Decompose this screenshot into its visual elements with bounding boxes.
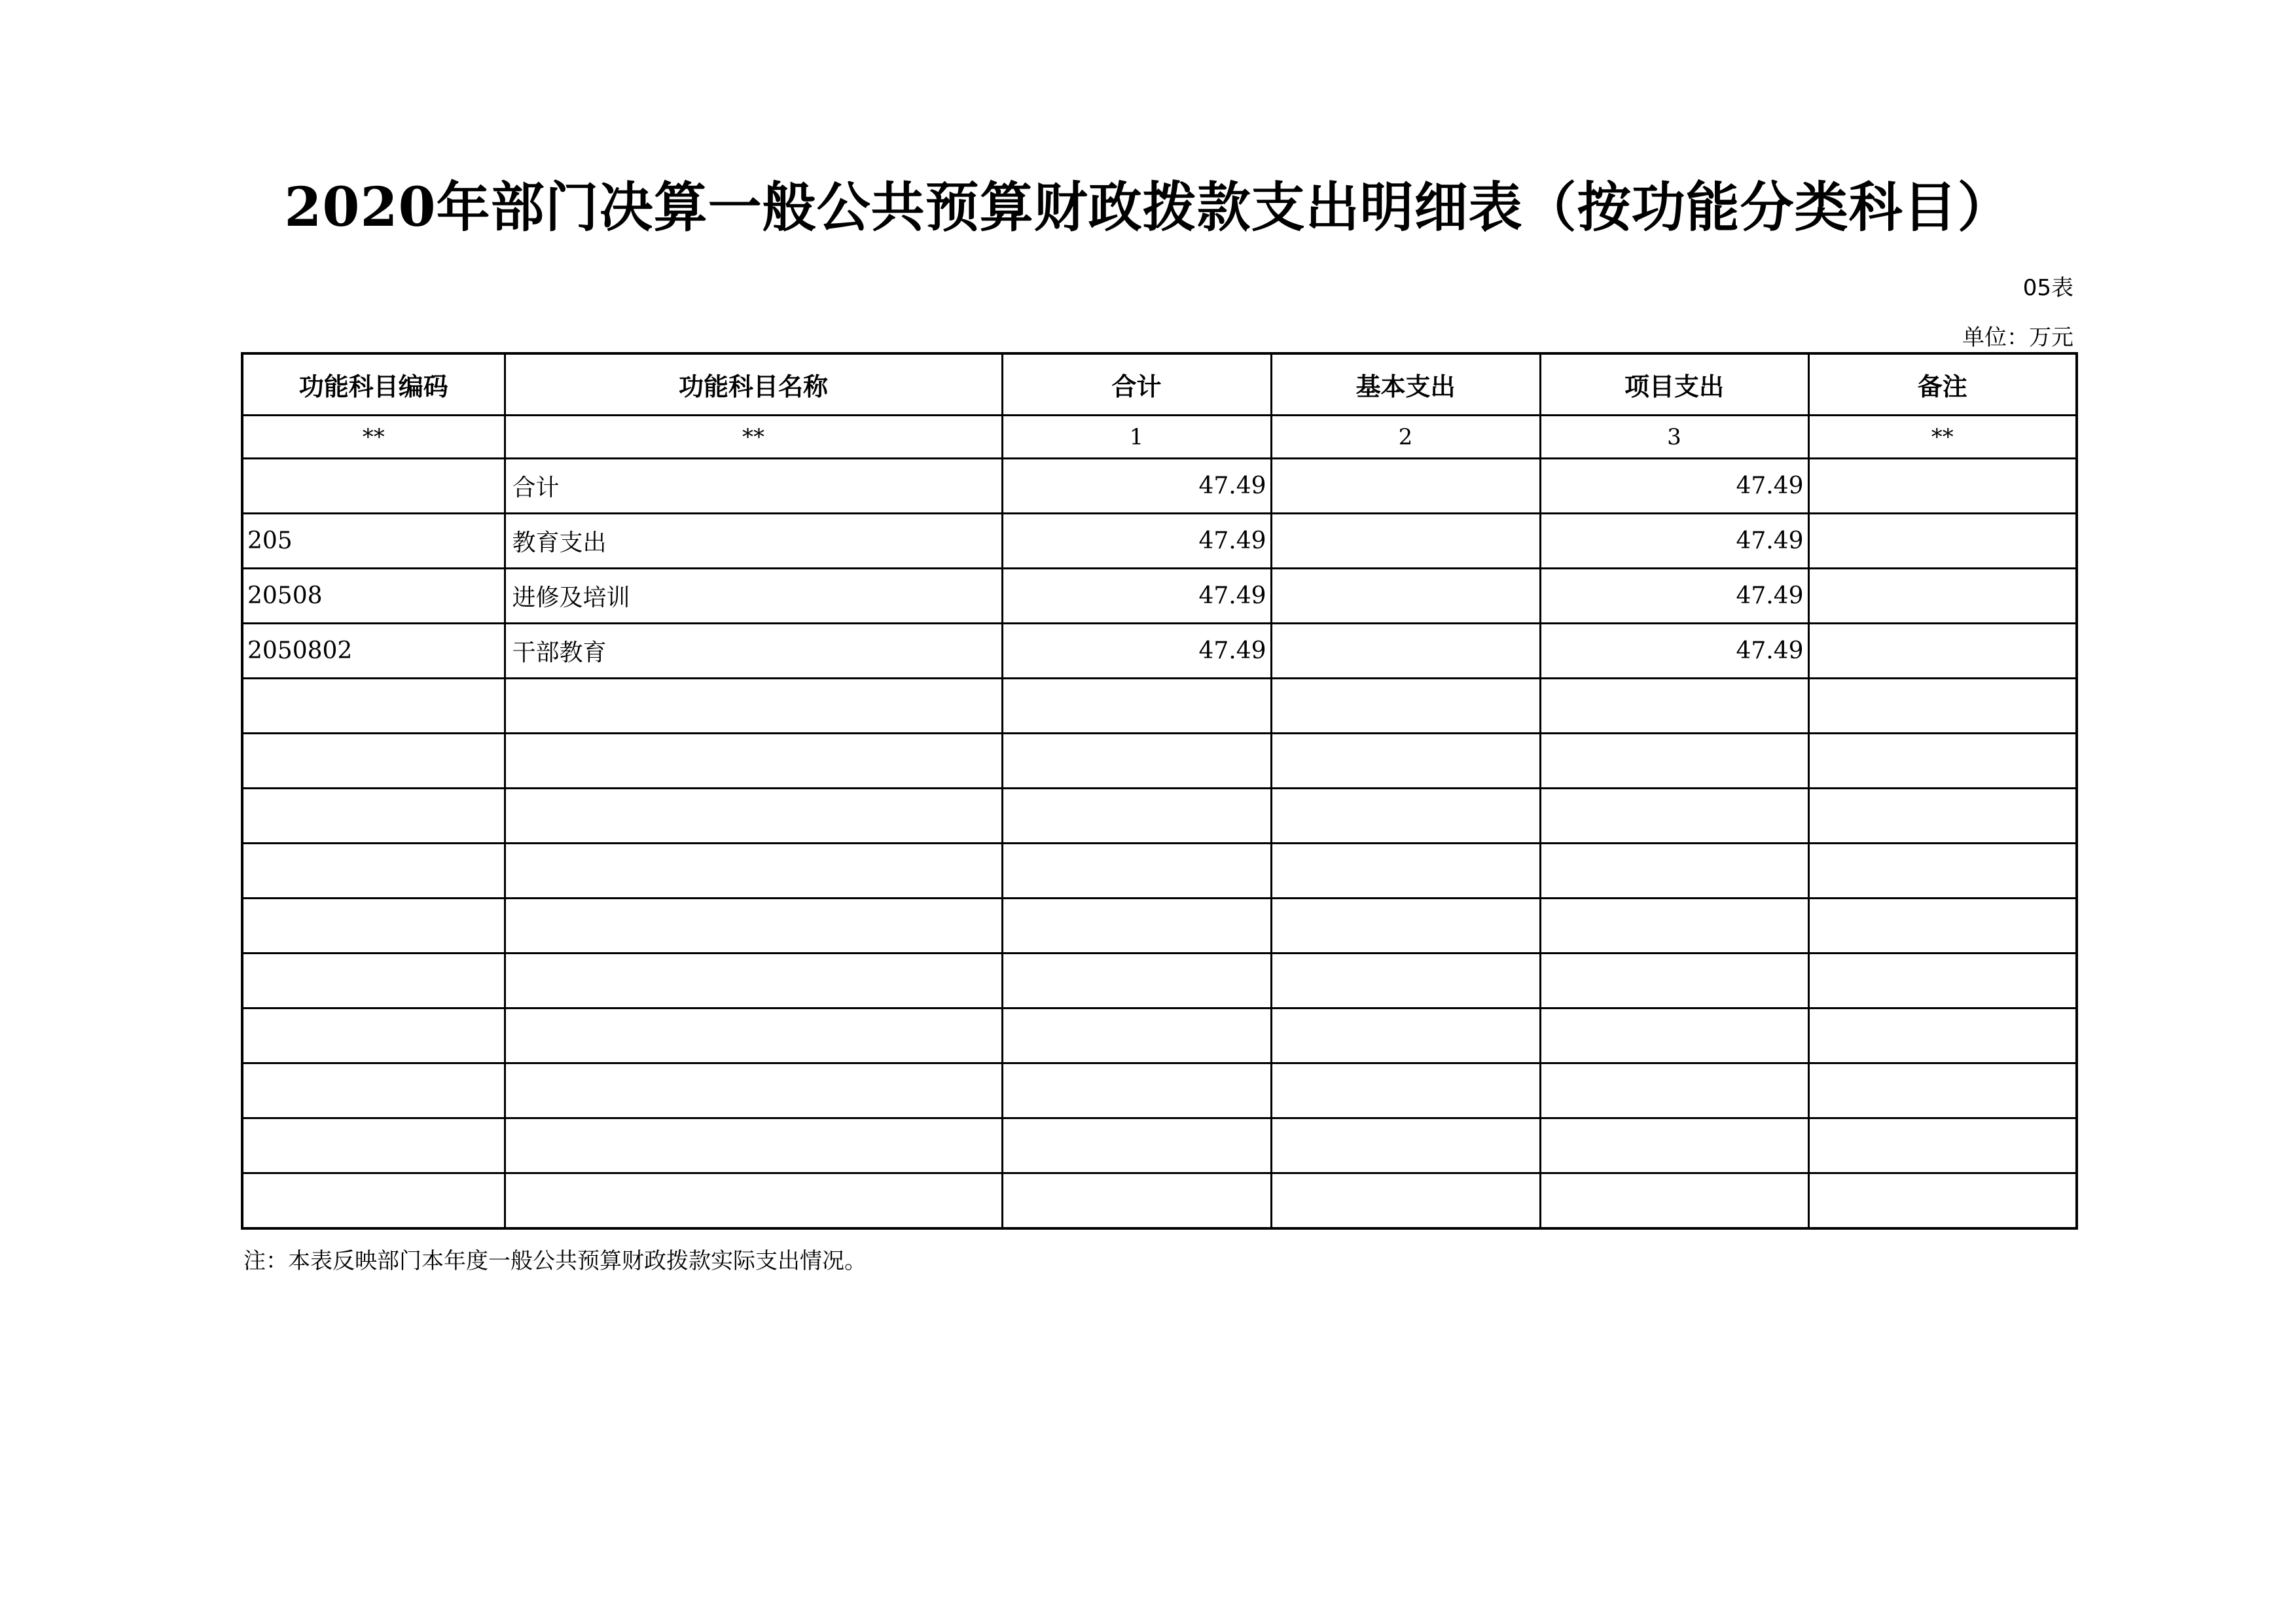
cell-name (505, 954, 1002, 1008)
cell-basic (1271, 734, 1540, 789)
cell-name (505, 1063, 1002, 1118)
cell-project (1540, 844, 1808, 899)
cell-note (1808, 569, 2077, 624)
cell-basic (1271, 844, 1540, 899)
table-row (242, 624, 2077, 679)
cell-project: 47.49 (1540, 624, 1808, 679)
cell-name (505, 1173, 1002, 1229)
cell-total (1002, 734, 1271, 789)
cell-project (1540, 1008, 1808, 1063)
cell-basic (1271, 679, 1540, 734)
cell-total: 47.49 (1002, 514, 1271, 569)
cell-project (1540, 1063, 1808, 1118)
table-row (242, 734, 2077, 789)
table-row (242, 569, 2077, 624)
cell-project (1540, 954, 1808, 1008)
cell-note (1808, 459, 2077, 514)
index-cell: 1 (1002, 416, 1271, 459)
table-row (242, 1118, 2077, 1173)
cell-name: 干部教育 (505, 624, 1002, 679)
cell-note (1808, 1008, 2077, 1063)
cell-total (1002, 1063, 1271, 1118)
cell-project (1540, 1173, 1808, 1229)
cell-note (1808, 899, 2077, 954)
cell-total (1002, 1008, 1271, 1063)
cell-note (1808, 734, 2077, 789)
header-basic: 基本支出 (1271, 353, 1540, 416)
cell-total: 47.49 (1002, 459, 1271, 514)
table-row (242, 899, 2077, 954)
header-total: 合计 (1002, 353, 1271, 416)
cell-project (1540, 679, 1808, 734)
cell-project: 47.49 (1540, 459, 1808, 514)
table-row (242, 789, 2077, 844)
cell-total (1002, 844, 1271, 899)
cell-code: 205 (242, 514, 505, 569)
cell-code (242, 844, 505, 899)
cell-total (1002, 954, 1271, 1008)
cell-basic (1271, 1063, 1540, 1118)
cell-note (1808, 954, 2077, 1008)
cell-basic (1271, 1173, 1540, 1229)
index-cell: 3 (1540, 416, 1808, 459)
cell-basic (1271, 1008, 1540, 1063)
table-row (242, 459, 2077, 514)
index-cell: 2 (1271, 416, 1540, 459)
cell-project: 47.49 (1540, 569, 1808, 624)
header-project: 项目支出 (1540, 353, 1808, 416)
cell-code (242, 1063, 505, 1118)
table-index-row (242, 416, 2077, 459)
cell-note (1808, 1063, 2077, 1118)
cell-project (1540, 789, 1808, 844)
cell-name: 合计 (505, 459, 1002, 514)
cell-code (242, 1118, 505, 1173)
cell-project: 47.49 (1540, 514, 1808, 569)
page-title: 2020年部门决算一般公共预算财政拨款支出明细表（按功能分类科目） (284, 176, 2012, 239)
cell-code (242, 459, 505, 514)
cell-project (1540, 899, 1808, 954)
cell-code (242, 899, 505, 954)
cell-basic (1271, 899, 1540, 954)
cell-code (242, 734, 505, 789)
cell-note (1808, 1118, 2077, 1173)
cell-basic (1271, 459, 1540, 514)
table-row (242, 1173, 2077, 1229)
cell-code (242, 679, 505, 734)
cell-name (505, 1008, 1002, 1063)
cell-name (505, 789, 1002, 844)
unit-label: 单位：万元 (1962, 325, 2073, 351)
cell-code (242, 789, 505, 844)
cell-basic (1271, 954, 1540, 1008)
cell-code: 20508 (242, 569, 505, 624)
cell-name (505, 734, 1002, 789)
cell-total (1002, 899, 1271, 954)
cell-project (1540, 734, 1808, 789)
cell-total: 47.49 (1002, 624, 1271, 679)
header-code: 功能科目编码 (242, 353, 505, 416)
cell-name: 教育支出 (505, 514, 1002, 569)
cell-code: 2050802 (242, 624, 505, 679)
cell-note (1808, 679, 2077, 734)
cell-total (1002, 1118, 1271, 1173)
cell-total (1002, 679, 1271, 734)
index-cell: ** (1808, 416, 2077, 459)
table-row (242, 1008, 2077, 1063)
cell-code (242, 954, 505, 1008)
header-name: 功能科目名称 (505, 353, 1002, 416)
table-row (242, 954, 2077, 1008)
footnote: 注：本表反映部门本年度一般公共预算财政拨款实际支出情况。 (243, 1248, 867, 1274)
cell-basic (1271, 514, 1540, 569)
header-note: 备注 (1808, 353, 2077, 416)
cell-note (1808, 514, 2077, 569)
cell-code (242, 1173, 505, 1229)
cell-note (1808, 844, 2077, 899)
cell-total (1002, 1173, 1271, 1229)
index-cell: ** (505, 416, 1002, 459)
cell-code (242, 1008, 505, 1063)
cell-project (1540, 1118, 1808, 1173)
index-cell: ** (242, 416, 505, 459)
cell-basic (1271, 1118, 1540, 1173)
cell-total: 47.49 (1002, 569, 1271, 624)
cell-basic (1271, 569, 1540, 624)
cell-name (505, 899, 1002, 954)
cell-total (1002, 789, 1271, 844)
cell-basic (1271, 789, 1540, 844)
cell-basic (1271, 624, 1540, 679)
table-row (242, 1063, 2077, 1118)
cell-name (505, 844, 1002, 899)
cell-note (1808, 624, 2077, 679)
cell-note (1808, 789, 2077, 844)
cell-name (505, 1118, 1002, 1173)
expenditure-table (241, 352, 2078, 1230)
cell-name: 进修及培训 (505, 569, 1002, 624)
form-number: 05表 (2022, 275, 2073, 301)
table-row (242, 514, 2077, 569)
cell-note (1808, 1173, 2077, 1229)
table-header-row (242, 353, 2077, 416)
table-row (242, 844, 2077, 899)
cell-name (505, 679, 1002, 734)
table-row (242, 679, 2077, 734)
